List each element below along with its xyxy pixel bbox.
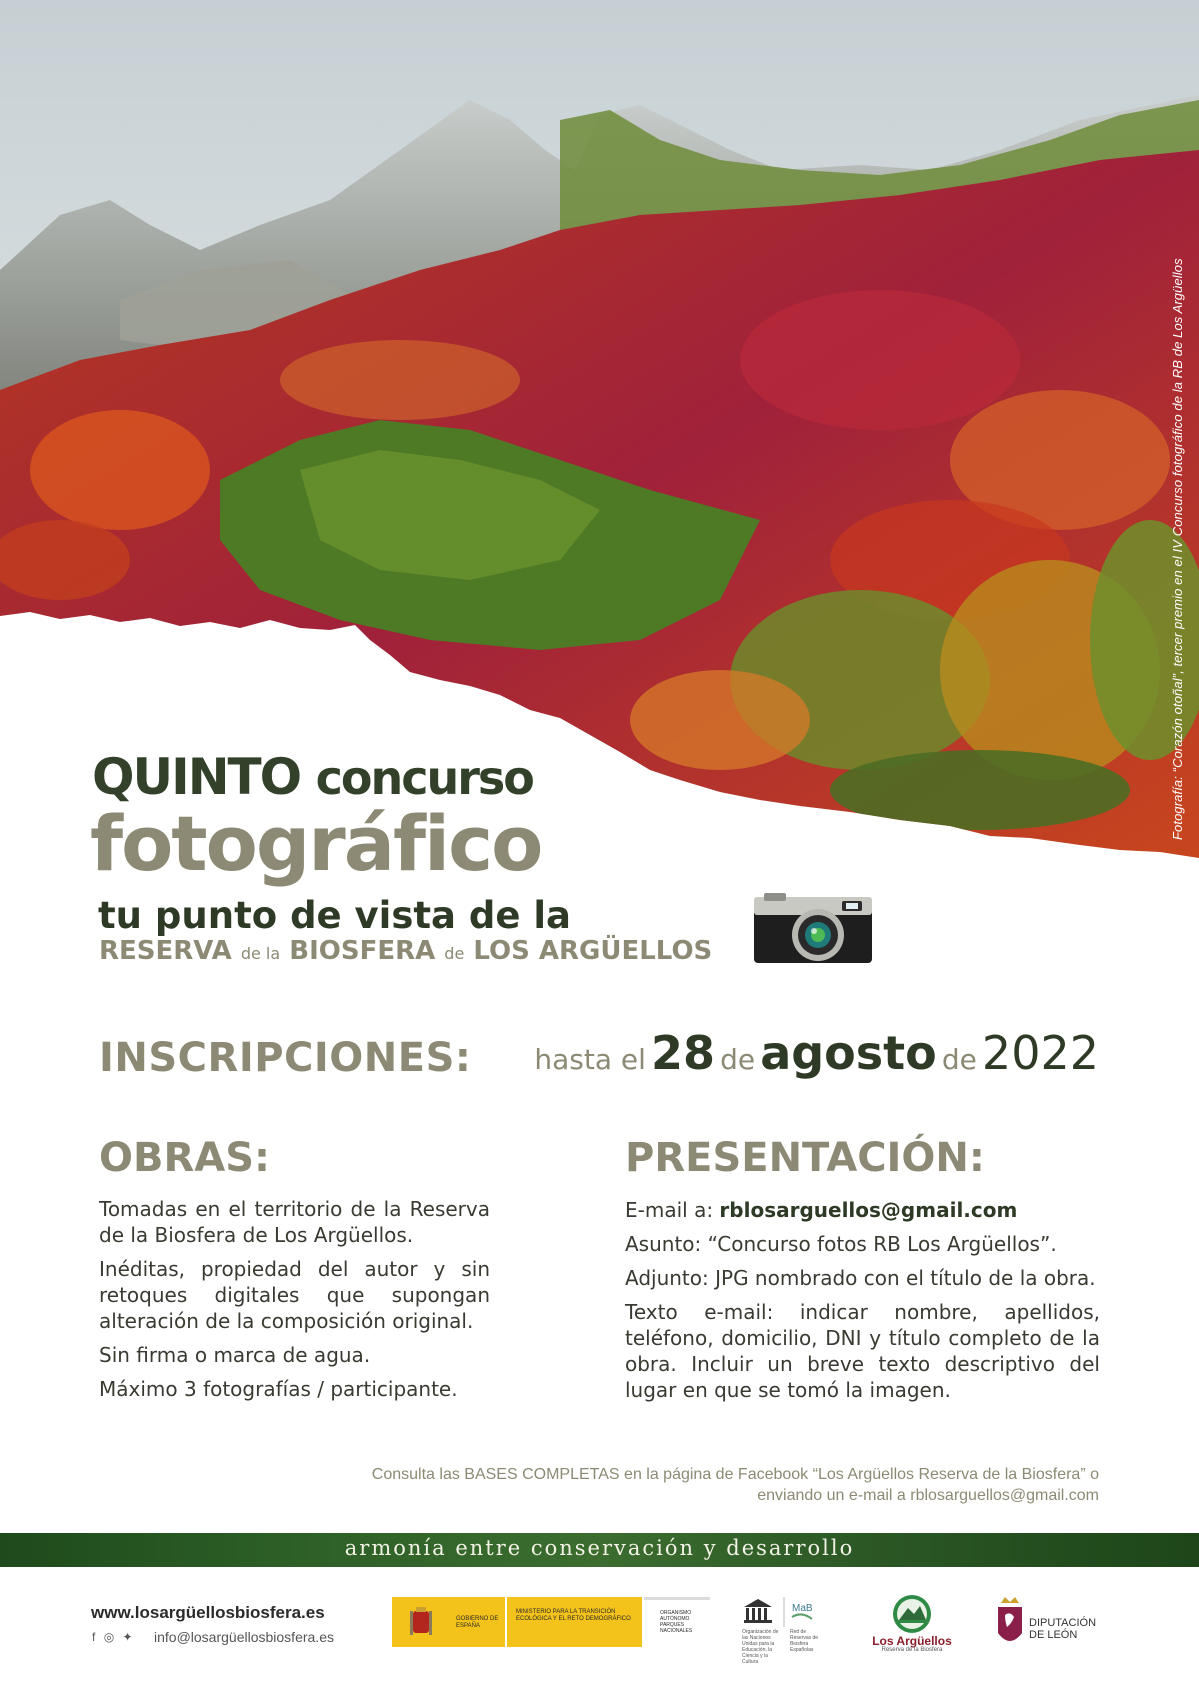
reserva-line bbox=[99, 938, 712, 964]
gob-b: MINISTERIO PARA LA TRANSICIÓN ECOLÓGICA Y EL RETO DEMOGRÁFICO bbox=[516, 1609, 631, 1622]
arguellos-word: LOS ARGÜELLOS bbox=[473, 936, 713, 966]
website-link[interactable]: www.losargüellosbiosfera.es bbox=[91, 1603, 325, 1622]
email-label: E-mail a: bbox=[625, 1198, 714, 1222]
unesco-mab-logo bbox=[742, 1597, 832, 1665]
inscripciones-date bbox=[534, 1026, 1099, 1080]
date-year: 2022 bbox=[981, 1026, 1099, 1080]
arguellos-name: Los Argüellos bbox=[872, 1634, 952, 1648]
date-de-1: de bbox=[720, 1043, 756, 1076]
footer-email[interactable]: info@losargüellosbiosfera.es bbox=[154, 1629, 334, 1645]
presentacion-list bbox=[625, 1197, 1100, 1411]
unesco-icon bbox=[742, 1597, 832, 1627]
title-quinto: QUINTO bbox=[92, 748, 301, 806]
presentacion-asunto: Asunto: “Concurso fotos RB Los Argüellos”. bbox=[625, 1232, 1057, 1256]
reserva-word: RESERVA bbox=[99, 936, 232, 966]
date-month: agosto bbox=[760, 1026, 937, 1080]
social-icons bbox=[92, 1630, 138, 1644]
date-de-2: de bbox=[941, 1043, 977, 1076]
photo-credit: Fotografía: “Corazón otoñal”, tercer premio en el IV Concurso fotográfico de la RB de Los Argüellos bbox=[1170, 258, 1185, 840]
leon-shield-icon bbox=[995, 1597, 1025, 1651]
diputacion-name-1: DIPUTACIÓN bbox=[1029, 1617, 1097, 1629]
obras-item: Máximo 3 fotografías / participante. bbox=[99, 1377, 458, 1401]
diputacion-name-2: DE LEÓN bbox=[1029, 1629, 1078, 1641]
obras-item: Sin firma o marca de agua. bbox=[99, 1343, 371, 1367]
camera-icon bbox=[752, 893, 874, 965]
presentacion-adjunto: Adjunto: JPG nombrado con el título de la obra. bbox=[625, 1266, 1096, 1290]
email-link[interactable]: rblosarguellos@gmail.com bbox=[719, 1198, 1018, 1222]
obras-item: Inéditas, propiedad del autor y sin retoques digitales que supongan alteración de la composición original. bbox=[99, 1257, 490, 1333]
de-la-word: de la bbox=[240, 944, 281, 963]
obras-item: Tomadas en el territorio de la Reserva de la Biosfera de Los Argüellos. bbox=[99, 1197, 490, 1247]
twitter-icon[interactable]: ✦ bbox=[122, 1630, 133, 1644]
gob-c: ORGANISMO AUTÓNOMO PARQUES NACIONALES bbox=[660, 1610, 693, 1634]
gobierno-logo bbox=[392, 1597, 710, 1647]
subtitle: tu punto de vista de la bbox=[98, 894, 571, 937]
title-concurso: concurso bbox=[315, 751, 533, 805]
presentacion-title: PRESENTACIÓN: bbox=[625, 1135, 985, 1181]
date-hasta: hasta el bbox=[534, 1043, 646, 1076]
svg-text:MaB: MaB bbox=[792, 1603, 813, 1614]
biosfera-word: BIOSFERA bbox=[289, 936, 436, 966]
de-word: de bbox=[444, 944, 465, 963]
gob-a: GOBIERNO DE ESPAÑA bbox=[456, 1616, 499, 1629]
arguellos-emblem-icon bbox=[872, 1594, 952, 1634]
title-line-1 bbox=[92, 748, 533, 806]
consult-note bbox=[199, 1464, 1099, 1506]
date-day: 28 bbox=[650, 1026, 715, 1080]
arguellos-sub: Reserva de la Biosfera bbox=[881, 1647, 943, 1653]
consult-line-1: Consulta las BASES COMPLETAS en la página de Facebook “Los Argüellos Reserva de la Biosfera” o bbox=[371, 1466, 1099, 1483]
unesco-text: Organización de las Naciones Unidas para la Educación, la Ciencia y la Cultura bbox=[742, 1629, 779, 1665]
presentacion-email bbox=[625, 1197, 1100, 1223]
spain-shield-icon bbox=[410, 1605, 432, 1639]
slogan: armonía entre conservación y desarrollo bbox=[344, 1536, 855, 1560]
facebook-icon[interactable]: f bbox=[92, 1630, 96, 1644]
inscripciones-label-wrap bbox=[99, 1035, 472, 1081]
obras-list bbox=[99, 1196, 490, 1410]
instagram-icon[interactable]: ◎ bbox=[103, 1630, 115, 1644]
diputacion-name bbox=[1029, 1617, 1096, 1641]
title-fotografico: fotográfico bbox=[90, 799, 542, 888]
presentacion-texto: Texto e-mail: indicar nombre, apellidos, teléfono, domicilio, DNI y título completo de la obra. Incluir un breve texto descriptivo del lugar en que se tomó la imagen. bbox=[625, 1300, 1100, 1402]
inscripciones-label: INSCRIPCIONES: bbox=[99, 1035, 472, 1081]
consult-line-2: enviando un e-mail a rblosarguellos@gmail.com bbox=[757, 1487, 1099, 1504]
obras-title: OBRAS: bbox=[99, 1135, 271, 1181]
mab-text: Red de Reservas de Biosfera Españolas bbox=[790, 1629, 819, 1653]
